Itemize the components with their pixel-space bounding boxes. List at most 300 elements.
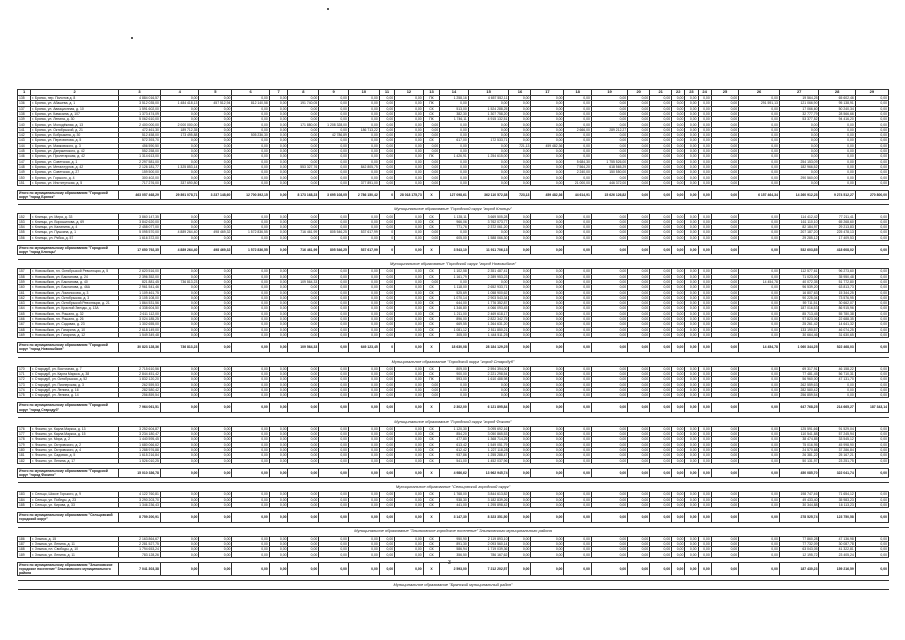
value-cell: 0,00 [348, 377, 379, 382]
value-cell: 0,00 [855, 230, 888, 235]
value-cell: 160 [18, 285, 31, 290]
value-cell: 0,00 [379, 447, 394, 452]
value-cell: 0,00 [685, 371, 698, 376]
value-cell: 0,00 [319, 111, 349, 116]
value-cell: 0,00 [564, 547, 591, 552]
value-cell: 0,00 [468, 159, 509, 164]
total-value: 12 700 392,15 [232, 191, 269, 200]
value-cell: 0,00 [288, 458, 319, 463]
value-cell: 457 512,94 [199, 101, 232, 106]
value-cell: 0,00 [819, 133, 855, 138]
value-cell: 0,00 [531, 159, 564, 164]
value-cell: 262 559,53 [119, 382, 161, 387]
value-cell: 0,00 [650, 382, 672, 387]
total-value: 0,00 [348, 403, 379, 412]
value-cell: 0,00 [531, 426, 564, 431]
value-cell: 140 [18, 122, 31, 127]
address-cell: г. Стародуб, ул. Ленина, д. 16 [31, 387, 119, 392]
value-cell: 0,00 [855, 536, 888, 541]
value-cell: 1 572 836,55 [232, 230, 269, 235]
column-number-cell: 14 [440, 90, 469, 96]
value-cell: 0,00 [348, 387, 379, 392]
total-row [18, 468, 889, 477]
value-cell: 262 559,63 [779, 382, 819, 387]
value-cell: 716 461,99 [288, 230, 319, 235]
total-value: 0,00 [531, 562, 564, 576]
value-cell: 0,00 [531, 458, 564, 463]
address-cell: г. Брянск, ул. Октябрьской, д. 21 [31, 127, 119, 132]
value-cell: 0,00 [711, 274, 738, 279]
value-cell: 0,00 [672, 547, 685, 552]
value-cell: 0,00 [650, 387, 672, 392]
value-cell: 0,00 [628, 180, 650, 185]
value-cell: 0,00 [395, 332, 424, 337]
value-cell: 0,00 [509, 219, 531, 224]
value-cell: 0,00 [628, 366, 650, 371]
value-cell: 16 113,23 [819, 502, 855, 507]
value-cell: 0,00 [591, 143, 627, 148]
value-cell: 0,00 [650, 502, 672, 507]
value-cell: 0,00 [711, 101, 738, 106]
total-value: 0,00 [269, 468, 288, 477]
value-cell: 0,00 [379, 366, 394, 371]
value-cell: 0,00 [739, 225, 780, 230]
value-cell: 0,00 [395, 327, 424, 332]
address-cell: г. Злынка, пл. Свободы, д. 10 [31, 547, 119, 552]
address-cell: г. Стародуб, ул. Восточная, д. 7 [31, 366, 119, 371]
value-cell: 0,00 [531, 437, 564, 442]
total-value: 0,00 [160, 513, 198, 522]
value-cell: 163 [18, 301, 31, 306]
value-cell: 0,00 [531, 230, 564, 235]
total-value: 0,00 [739, 245, 780, 254]
value-cell: 65 602,46 [819, 96, 855, 101]
value-cell: 47 136,98 [819, 536, 855, 541]
total-value: 14 454,78 [739, 343, 780, 352]
total-value: 322 041,74 [819, 468, 855, 477]
value-cell: 0,00 [819, 170, 855, 175]
value-cell: 19 564,25 [779, 96, 819, 101]
value-cell: 0,00 [199, 127, 232, 132]
value-cell: 0,00 [628, 453, 650, 458]
total-row [18, 343, 889, 352]
value-cell: 0,00 [319, 393, 349, 398]
value-cell: 125 591,66 [779, 426, 819, 431]
value-cell: 0,00 [591, 274, 627, 279]
address-cell: г. Фокино, ул. Ленина, д. 17 [31, 458, 119, 463]
value-cell: 0,00 [269, 230, 288, 235]
value-cell: 0,00 [319, 317, 349, 322]
value-cell: 0,00 [685, 290, 698, 295]
municipality-title: Муниципальное образование "Городской округ "город Фокино" [18, 417, 889, 426]
value-cell: 0,00 [379, 377, 394, 382]
value-cell: 0,00 [232, 290, 269, 295]
value-cell: 0,00 [650, 536, 672, 541]
value-cell: 0,00 [531, 366, 564, 371]
value-cell: 0,00 [672, 143, 685, 148]
value-cell: 525,69 [440, 290, 469, 295]
value-cell: 0,00 [698, 122, 711, 127]
value-cell: 0,00 [288, 295, 319, 300]
value-cell: 0,00 [711, 536, 738, 541]
value-cell: 0,00 [288, 437, 319, 442]
value-cell: 0,00 [855, 442, 888, 447]
value-cell: 96 539,20 [779, 285, 819, 290]
value-cell: 0,00 [711, 322, 738, 327]
value-cell: 0,00 [379, 387, 394, 392]
value-cell: 0,00 [531, 541, 564, 546]
value-cell: 12 195,72 [779, 552, 819, 557]
value-cell: 0,00 [650, 106, 672, 111]
value-cell: 0,00 [628, 274, 650, 279]
value-cell: 0,00 [379, 295, 394, 300]
value-cell: 0,00 [288, 148, 319, 153]
value-cell: 0,00 [650, 442, 672, 447]
value-cell: 0,00 [379, 426, 394, 431]
value-cell: 0,00 [232, 214, 269, 219]
address-cell: г. Новозыбков, ул. Бакланова, д. 24 [31, 274, 119, 279]
value-cell: 0,00 [395, 437, 424, 442]
value-cell: 1 616 372,00 [119, 235, 161, 240]
value-cell: 0,00 [819, 148, 855, 153]
value-cell: 0,00 [160, 219, 198, 224]
value-cell: СК [423, 366, 439, 371]
value-cell: 1 588 066,30 [468, 235, 509, 240]
municipality-title: Муниципальное образование "Злынковское городское поселение" Злынковского муниципального района [18, 527, 889, 536]
value-cell: 0,00 [160, 143, 198, 148]
value-cell: 0,00 [288, 366, 319, 371]
value-cell: 71 023,00 [779, 274, 819, 279]
value-cell: 0,00 [379, 290, 394, 295]
value-cell: 593,00 [440, 377, 469, 382]
total-value: 0,00 [232, 403, 269, 412]
value-cell: 2 372 061,20 [468, 225, 509, 230]
value-cell: 0,00 [468, 393, 509, 398]
value-cell: 179 [18, 442, 31, 447]
value-cell: 0,00 [440, 148, 469, 153]
value-cell: 0,00 [199, 377, 232, 382]
value-cell: 0,00 [232, 332, 269, 337]
value-cell: 0,00 [348, 541, 379, 546]
value-cell: 0,00 [739, 122, 780, 127]
value-cell: 305,00 [440, 332, 469, 337]
value-cell: 0,00 [591, 122, 627, 127]
value-cell: 0,00 [509, 393, 531, 398]
value-cell: 173 [18, 382, 31, 387]
value-cell: 0,00 [379, 274, 394, 279]
value-cell: 0,00 [685, 492, 698, 497]
value-cell: СК [423, 437, 439, 442]
value-cell: 0,00 [232, 154, 269, 159]
value-cell: 0,00 [379, 269, 394, 274]
value-cell: 0,00 [509, 432, 531, 437]
value-cell: 0,00 [199, 111, 232, 116]
value-cell: 56 960,00 [779, 377, 819, 382]
value-cell: 0,00 [319, 492, 349, 497]
value-cell: 0,00 [698, 437, 711, 442]
value-cell: 0,00 [232, 274, 269, 279]
value-cell: 0,00 [739, 106, 780, 111]
value-cell: 0,00 [628, 306, 650, 311]
value-cell: 0,00 [650, 366, 672, 371]
value-cell: 0,00 [348, 301, 379, 306]
value-cell: 0,00 [199, 279, 232, 284]
value-cell: 1 426,91 [440, 154, 469, 159]
value-cell: 0,00 [379, 111, 394, 116]
value-cell: 1 549 051,79 [468, 442, 509, 447]
value-cell: 1 227 118,28 [468, 447, 509, 452]
value-cell: 0,00 [509, 170, 531, 175]
value-cell: 69 317,91 [779, 366, 819, 371]
value-cell: 0,00 [685, 393, 698, 398]
value-cell: 0,00 [509, 122, 531, 127]
value-cell: 0,00 [591, 295, 627, 300]
value-cell: 0,00 [628, 393, 650, 398]
value-cell: 812 140,58 [232, 101, 269, 106]
total-value: 3 147,30 [440, 513, 469, 522]
total-value: 0,00 [698, 191, 711, 200]
value-cell: 0,00 [685, 225, 698, 230]
value-cell: 0,00 [672, 552, 685, 557]
value-cell: 0,00 [855, 101, 888, 106]
value-cell: 0,00 [160, 235, 198, 240]
value-cell: 0,00 [685, 547, 698, 552]
value-cell: 63 813,73 [819, 285, 855, 290]
value-cell: 0,00 [531, 322, 564, 327]
value-cell: 0,00 [440, 164, 469, 169]
value-cell: 0,00 [395, 164, 424, 169]
value-cell: 0,00 [855, 148, 888, 153]
value-cell: 300 402,00 [119, 175, 161, 180]
value-cell: 0,00 [685, 442, 698, 447]
value-cell: 0,00 [591, 111, 627, 116]
value-cell: 0,00 [395, 295, 424, 300]
address-cell: г. Сельцо, ул. Кирова, д. 33 [31, 502, 119, 507]
value-cell: 537 617,99 [348, 230, 379, 235]
value-cell: 0,00 [711, 164, 738, 169]
value-cell: 0,00 [711, 180, 738, 185]
value-cell: 0,00 [698, 492, 711, 497]
value-cell: 0,00 [348, 279, 379, 284]
value-cell: 0,00 [440, 230, 469, 235]
value-cell: 0,00 [672, 541, 685, 546]
value-cell: 0,00 [348, 159, 379, 164]
value-cell: 0,00 [509, 301, 531, 306]
total-value: 0,00 [379, 562, 394, 576]
total-value: 0,00 [232, 562, 269, 576]
total-value: 0,00 [685, 468, 698, 477]
value-cell: 0,00 [348, 235, 379, 240]
value-cell: 0,00 [269, 332, 288, 337]
value-cell: 144 [18, 143, 31, 148]
value-cell: 31 630,65 [819, 332, 855, 337]
value-cell: 0,00 [199, 458, 232, 463]
value-cell: 0,00 [685, 274, 698, 279]
value-cell: 0,00 [564, 214, 591, 219]
value-cell: 2 396 352,00 [119, 274, 161, 279]
value-cell: 0,00 [199, 387, 232, 392]
value-cell: 0,00 [698, 453, 711, 458]
value-cell: 0,00 [232, 377, 269, 382]
value-cell: 0,00 [739, 502, 780, 507]
total-value: 0,00 [650, 191, 672, 200]
value-cell: 0,00 [379, 154, 394, 159]
value-cell: 0,00 [395, 96, 424, 101]
value-cell: 77 481,45 [779, 371, 819, 376]
value-cell: 0,00 [531, 170, 564, 175]
value-cell: 0,00 [591, 148, 627, 153]
value-cell: 0,00 [199, 437, 232, 442]
total-value: 0,00 [685, 343, 698, 352]
total-value: 3 695 108,05 [319, 191, 349, 200]
value-cell: 0,00 [564, 332, 591, 337]
value-cell: 0,00 [531, 101, 564, 106]
value-cell: СК [423, 536, 439, 541]
total-value: 3 237 148,60 [199, 191, 232, 200]
value-cell: 0,00 [711, 117, 738, 122]
value-cell: 0,00 [855, 133, 888, 138]
value-cell: 0,00 [348, 225, 379, 230]
total-value: 0,00 [591, 245, 627, 254]
value-cell: 0,00 [698, 332, 711, 337]
value-cell: 0,00 [348, 285, 379, 290]
total-label: Итого по муниципальному образованию "Городской округ "город Новозыбков" [18, 343, 119, 352]
value-cell: 0,00 [319, 327, 349, 332]
value-cell: 0,00 [711, 269, 738, 274]
value-cell: 0,00 [855, 366, 888, 371]
value-cell: 0,00 [564, 285, 591, 290]
value-cell: 4 884 016,57 [119, 96, 161, 101]
value-cell: 0,00 [711, 235, 738, 240]
value-cell: 0,00 [650, 154, 672, 159]
value-cell: 180 [18, 447, 31, 452]
value-cell: 0,00 [685, 432, 698, 437]
value-cell: 0,00 [232, 295, 269, 300]
value-cell: 0,00 [199, 148, 232, 153]
value-cell: 90 225,04 [779, 295, 819, 300]
value-cell: 0,00 [672, 269, 685, 274]
value-cell: 0,00 [855, 541, 888, 546]
value-cell: 0,00 [319, 552, 349, 557]
value-cell: 0,00 [160, 332, 198, 337]
total-value: 0,00 [672, 562, 685, 576]
value-cell: 7 564,20 [564, 164, 591, 169]
value-cell: 0,00 [288, 133, 319, 138]
value-cell: 0,00 [531, 164, 564, 169]
value-cell: ПК [423, 154, 439, 159]
value-cell: 0,00 [819, 127, 855, 132]
value-cell: 0,00 [711, 387, 738, 392]
value-cell: 0,00 [348, 96, 379, 101]
value-cell: 0,00 [160, 301, 198, 306]
value-cell: 0,00 [711, 170, 738, 175]
value-cell: 0,00 [628, 230, 650, 235]
total-value: 0,00 [711, 191, 738, 200]
value-cell: 3 182 839,26 [468, 497, 509, 502]
total-value: 0,00 [628, 245, 650, 254]
value-cell: 0,00 [711, 317, 738, 322]
value-cell: 156 [18, 235, 31, 240]
total-value: 0 [379, 191, 394, 200]
value-cell: 0,00 [591, 447, 627, 452]
value-cell: 0,00 [855, 311, 888, 316]
total-value: 11 911 706,13 [468, 245, 509, 254]
value-cell: 0,00 [395, 492, 424, 497]
total-value: 522 468,03 [819, 343, 855, 352]
value-cell: 0,00 [711, 458, 738, 463]
value-cell: СК [423, 106, 439, 111]
value-cell: 0,00 [199, 382, 232, 387]
value-cell: 0,00 [531, 332, 564, 337]
value-cell: 0,00 [509, 502, 531, 507]
value-cell: 0,00 [269, 447, 288, 452]
value-cell: 0,00 [379, 458, 394, 463]
value-cell: 0,00 [160, 96, 198, 101]
value-cell: 0,00 [269, 453, 288, 458]
value-cell: 186 [18, 536, 31, 541]
total-value: 0,00 [288, 403, 319, 412]
value-cell: 0,00 [160, 432, 198, 437]
value-cell: 2 289 953,23 [468, 274, 509, 279]
value-cell: 0,00 [160, 387, 198, 392]
value-cell: 0,00 [819, 382, 855, 387]
value-cell: 0,00 [685, 382, 698, 387]
value-cell: 0,00 [672, 332, 685, 337]
address-cell: г. Стародуб, ул. Карла Маркса, д. 38 [31, 371, 119, 376]
value-cell: 0,00 [855, 106, 888, 111]
value-cell: 0,00 [711, 106, 738, 111]
value-cell: 0,00 [628, 154, 650, 159]
value-cell: 0,00 [564, 101, 591, 106]
capital-repair-table [17, 89, 889, 590]
value-cell: 0,00 [395, 230, 424, 235]
value-cell: 16 807,63 [779, 290, 819, 295]
value-cell: 0,00 [698, 366, 711, 371]
value-cell: 1 307 758,20 [468, 111, 509, 116]
value-cell: 0,00 [685, 301, 698, 306]
value-cell: 0,00 [698, 322, 711, 327]
value-cell: 0,00 [232, 117, 269, 122]
value-cell: 0,00 [269, 235, 288, 240]
value-cell: 47 131,70 [819, 377, 855, 382]
value-cell: 0,00 [379, 432, 394, 437]
value-cell: 0,00 [672, 96, 685, 101]
value-cell: 0,00 [672, 453, 685, 458]
address-cell: г. Новозыбков, ул. Красной Звезды, д. 13А [31, 306, 119, 311]
value-cell: 0,00 [564, 552, 591, 557]
value-cell: 0,00 [672, 301, 685, 306]
total-value: 1 060 344,25 [779, 343, 819, 352]
value-cell: 0,00 [423, 279, 439, 284]
value-cell: 0,00 [628, 492, 650, 497]
value-cell: 0,00 [739, 138, 780, 143]
value-cell: 0,00 [685, 541, 698, 546]
value-cell: 0,00 [232, 497, 269, 502]
value-cell: 498 469,32 [199, 230, 232, 235]
value-cell: 0,00 [564, 301, 591, 306]
value-cell: 0,00 [288, 327, 319, 332]
value-cell: 2 351 487,41 [468, 269, 509, 274]
value-cell: ПК [423, 101, 439, 106]
value-cell: 0,00 [319, 170, 349, 175]
value-cell: 2 844 451,42 [119, 371, 161, 376]
value-cell: 0,00 [232, 552, 269, 557]
total-value: 0,00 [319, 343, 349, 352]
value-cell: 0,00 [379, 453, 394, 458]
value-cell: 1 314 613,00 [119, 154, 161, 159]
value-cell: 0,00 [650, 170, 672, 175]
value-cell: 291 591,13 [739, 101, 780, 106]
